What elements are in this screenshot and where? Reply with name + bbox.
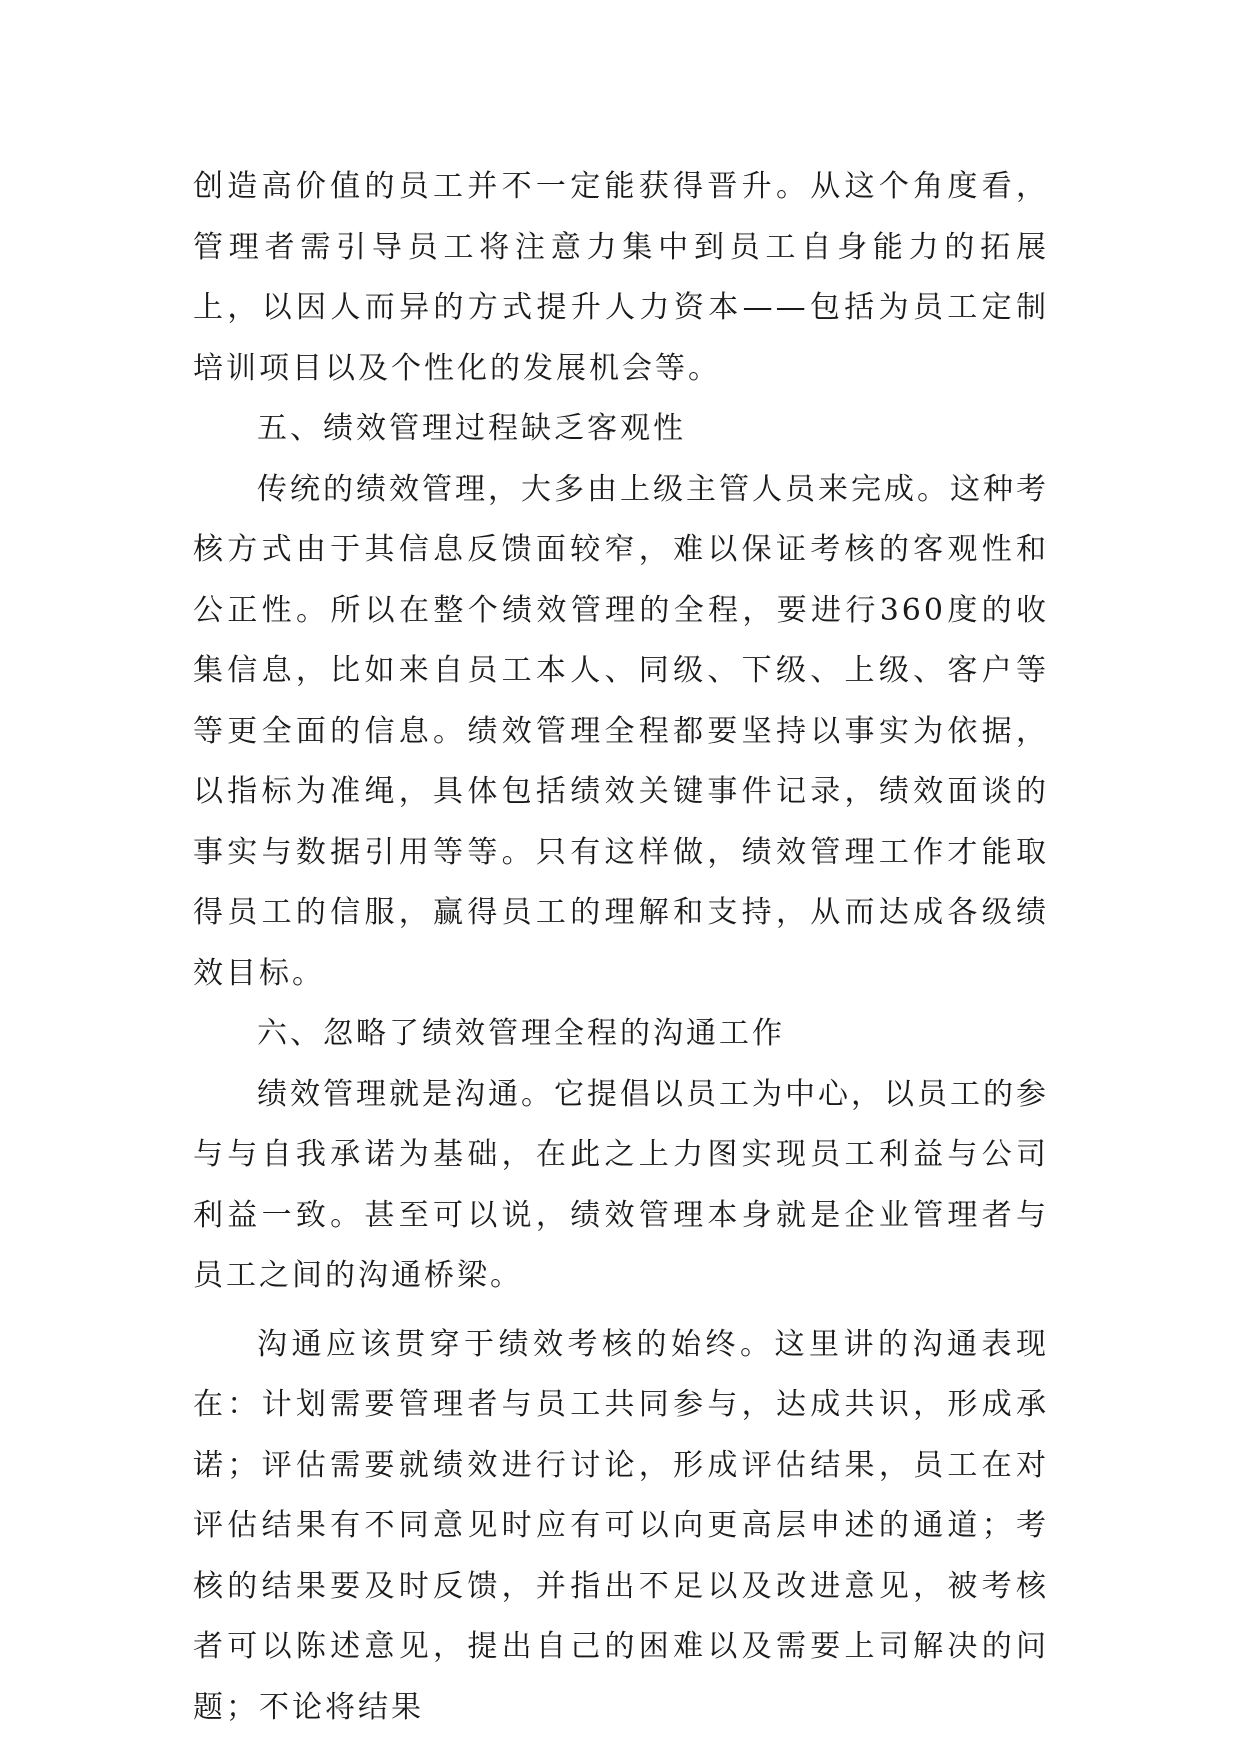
paragraph-communication: 绩效管理就是沟通。它提倡以员工为中心，以员工的参与与自我承诺为基础，在此之上力图实现员工利益与公司利益一致。甚至可以说，绩效管理本身就是企业管理者与员工之间的沟通桥梁。 — [193, 1076, 1049, 1293]
paragraph-communication-detail: 沟通应该贯穿于绩效考核的始终。这里讲的沟通表现在：计划需要管理者与员工共同参与，达成共识，形成承诺；评估需要就绩效进行讨论，形成评估结果，员工在对评估结果有不同意见时应有可以向更高层申述的通道；考核的结果要及时反馈，并指出不足以及改进意见，被考核者可以陈述意见，提出自己的困难以及需要上司解决的问题；不论将结果 — [193, 1326, 1049, 1725]
document-body — [193, 157, 1049, 1738]
paragraph-continued: 创造高价值的员工并不一定能获得晋升。从这个角度看，管理者需引导员工将注意力集中到员工自身能力的拓展上，以因人而异的方式提升人力资本——包括为员工定制培训项目以及个性化的发展机会等。 — [193, 169, 1049, 386]
section-heading-5: 五、绩效管理过程缺乏客观性 — [257, 411, 686, 446]
section-heading-6: 六、忽略了绩效管理全程的沟通工作 — [257, 1016, 785, 1051]
paragraph-objectivity: 传统的绩效管理，大多由上级主管人员来完成。这种考核方式由于其信息反馈面较窄，难以保证考核的客观性和公正性。所以在整个绩效管理的全程，要进行360度的收集信息，比如来自员工本人、同级、下级、上级、客户等等更全面的信息。绩效管理全程都要坚持以事实为依据，以指标为准绳，具体包括绩效关键事件记录，绩效面谈的事实与数据引用等等。只有这样做，绩效管理工作才能取得员工的信服，赢得员工的理解和支持，从而达成各级绩效目标。 — [193, 471, 1049, 991]
